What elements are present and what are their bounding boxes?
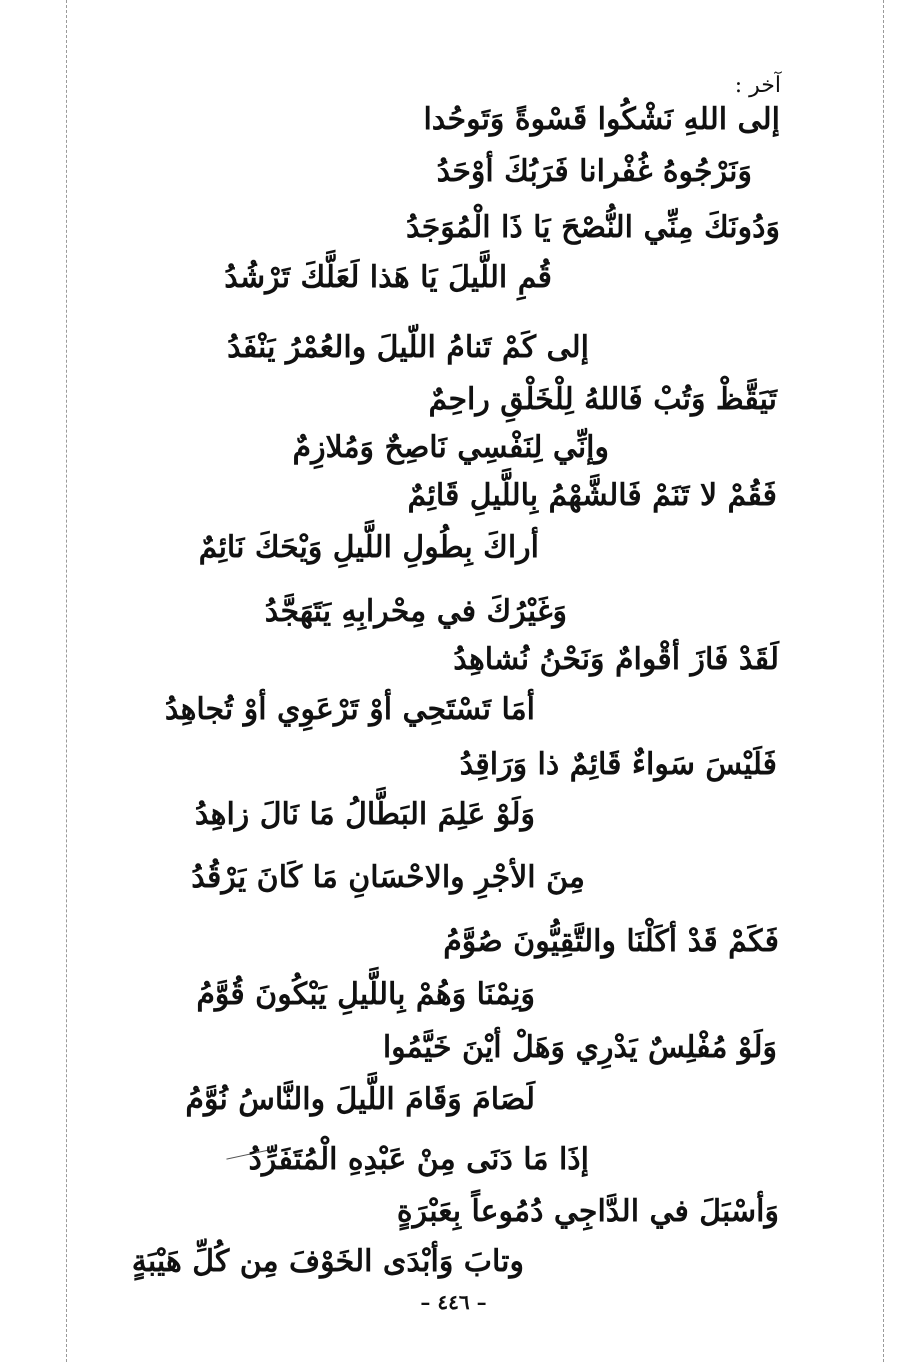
- poem-line: وَغَيْرُكَ في مِحْرابِهِ يَتَهَجَّدُ: [264, 594, 567, 629]
- poem-line: وَنَرْجُوهُ غُفْرانا فَرَبُكَ أوْحَدُ: [436, 154, 752, 189]
- poem-line: فَكَمْ قَدْ أكَلْنَا والتَّقِيُّونَ صُوَّمُ: [443, 924, 779, 959]
- poem-line: لَصَامَ وَقَامَ اللَّيلَ والنَّاسُ نُوَّمُ: [185, 1082, 535, 1117]
- poem-line: وَأسْبَلَ في الدَّاجِي دُمُوعاً بِعَبْرَةٍ: [396, 1194, 779, 1229]
- scan-edge-right: [883, 0, 884, 1362]
- scan-edge-left: [66, 0, 67, 1362]
- poem-line: إذَا مَا دَنَى مِنْ عَبْدِهِ الْمُتَفَرِّدُ: [248, 1142, 589, 1177]
- poem-line: مِنَ الأجْرِ والاحْسَانِ مَا كَانَ يَرْقُدُ: [191, 860, 585, 895]
- poem-line: وَلَوْ عَلِمَ البَطَّالُ مَا نَالَ زاهِدُ: [194, 797, 535, 832]
- page-number: – ٤٤٦ –: [420, 1290, 487, 1314]
- poem-heading: آخر :: [734, 73, 781, 98]
- poem-line: وإنِّي لِنَفْسِي نَاصِحٌ وَمُلازِمٌ: [292, 430, 609, 465]
- poem-line: إلى كَمْ تَنامُ اللّيلَ والعُمْرُ يَنْفَدُ: [227, 330, 589, 365]
- poem-line: قُمِ اللَّيلَ يَا هَذا لَعَلَّكَ تَرْشُدُ: [224, 260, 552, 295]
- poem-line: تَيَقَّظْ وَتُبْ فَاللهُ لِلْخَلْقِ راحِمٌ: [428, 382, 777, 417]
- poem-line: وَدُونَكَ مِنِّي النُّصْحَ يَا ذَا الْمُوَجَدُ: [405, 210, 780, 245]
- poem-line: وَلَوْ مُفْلِسٌ يَدْرِي وَهَلْ أيْنَ خَيَّمُوا: [382, 1030, 777, 1065]
- poem-line: إلى اللهِ نَشْكُوا قَسْوةً وَتَوحُدا: [423, 102, 780, 137]
- poem-line: فَلَيْسَ سَواءٌ قَائِمٌ ذا وَرَاقِدُ: [459, 747, 777, 782]
- poem-line: وتابَ وَأبْدَى الخَوْفَ مِن كُلِّ هَيْبَةٍ: [131, 1244, 524, 1279]
- poem-line: وَنِمْنَا وَهُمْ بِاللَّيلِ يَبْكُونَ قُوَّمُ: [196, 977, 535, 1012]
- poem-line: فَقُمْ لا تَنَمْ فَالشَّهْمُ بِاللَّيلِ قَائِمٌ: [407, 478, 777, 513]
- poem-line: أمَا تَسْتَحِي أوْ تَرْعَوِي أوْ تُجاهِدُ: [164, 692, 535, 727]
- poem-line: لَقَدْ فَازَ أقْوامٌ وَنَحْنُ نُشاهِدُ: [453, 642, 779, 677]
- poem-line: أراكَ بِطُولِ اللَّيلِ وَيْحَكَ نَائِمٌ: [198, 530, 539, 565]
